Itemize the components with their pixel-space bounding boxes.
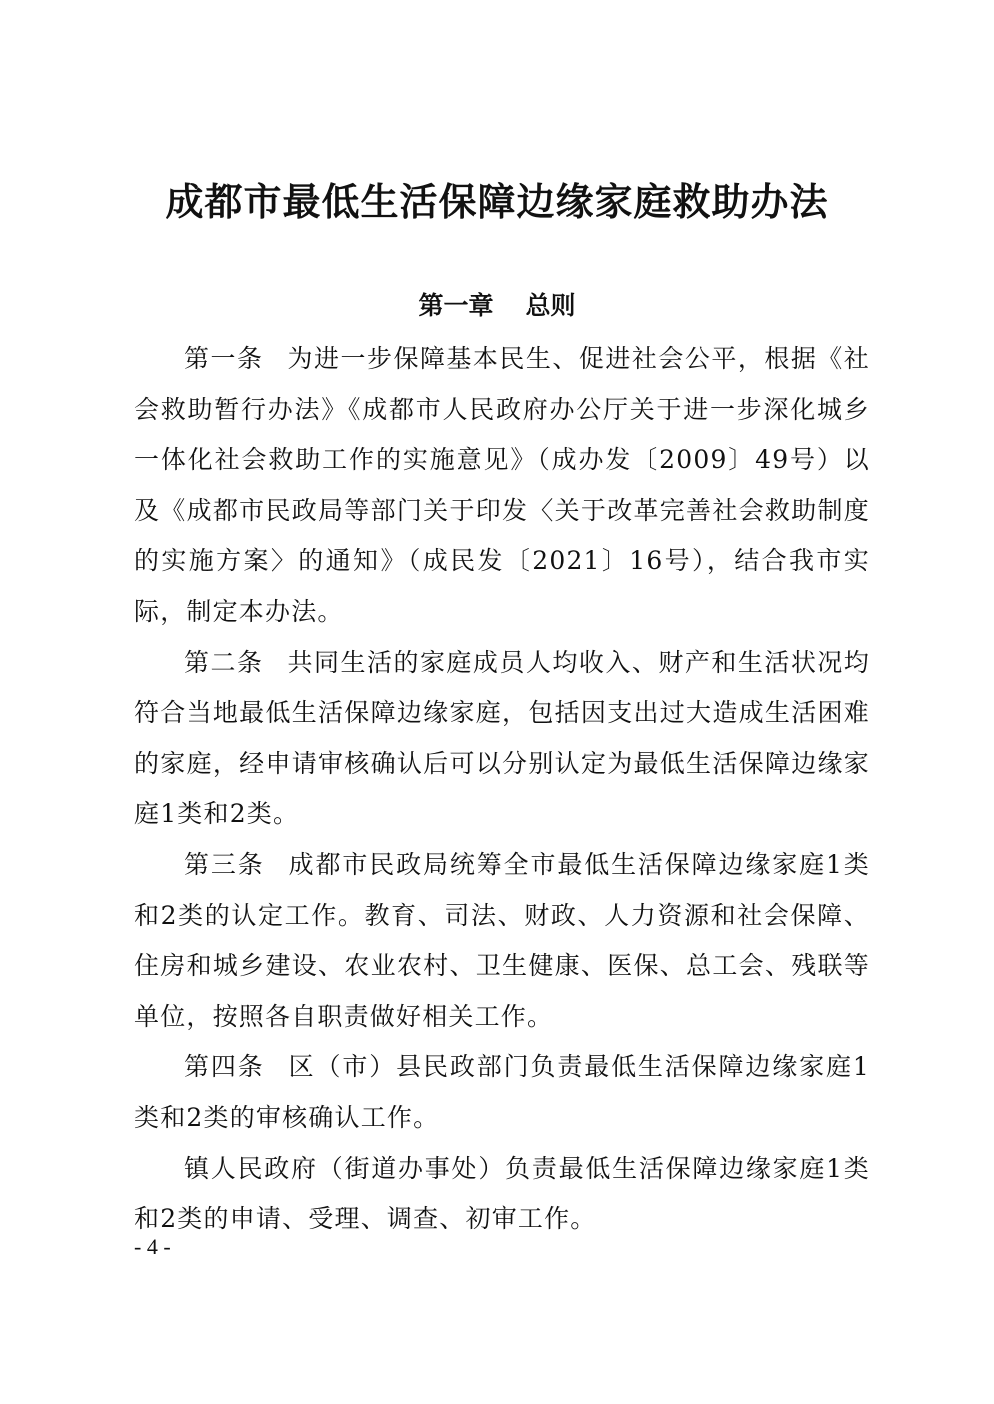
article-paragraph	[134, 840, 870, 1042]
document-title: 成都市最低生活保障边缘家庭救助办法	[165, 180, 829, 224]
article-number: 第三条	[184, 849, 265, 879]
article-text: 为进一步保障基本民生、促进社会公平，根据《社会救助暂行办法》《成都市人民政府办公厅关于进一步深化城乡一体化社会救助工作的实施意见》（成办发〔2009〕49号）以及《成都市民政局等部门关于印发〈关于改革完善社会救助制度的实施方案〉的通知》（成民发〔2021〕16号），结合我市实际，制定本办法。	[134, 344, 870, 626]
article-text: 共同生活的家庭成员人均收入、财产和生活状况均符合当地最低生活保障边缘家庭，包括因支出过大造成生活困难的家庭，经申请审核确认后可以分别认定为最低生活保障边缘家庭1类和2类。	[134, 647, 870, 829]
article-number: 第四条	[184, 1052, 265, 1082]
article-text: 区（市）县民政部门负责最低生活保障边缘家庭1类和2类的审核确认工作。	[134, 1052, 871, 1132]
article-text: 成都市民政局统筹全市最低生活保障边缘家庭1类和2类的认定工作。教育、司法、财政、人力资源和社会保障、住房和城乡建设、农业农村、卫生健康、医保、总工会、残联等单位，按照各自职责做好相关工作。	[134, 849, 871, 1031]
document-body	[134, 334, 870, 1245]
chapter-name: 总则	[525, 291, 576, 320]
article-paragraph	[134, 334, 870, 638]
article-paragraph	[134, 638, 870, 840]
page-number: - 4 -	[134, 1234, 171, 1259]
chapter-number: 第一章	[418, 291, 494, 320]
article-paragraph	[134, 1042, 870, 1143]
paragraph-text: 镇人民政府（街道办事处）负责最低生活保障边缘家庭1类和2类的申请、受理、调查、初审工作。	[134, 1153, 870, 1234]
article-number: 第一条	[184, 344, 264, 373]
article-number: 第二条	[184, 647, 264, 677]
continuation-paragraph	[134, 1144, 870, 1245]
chapter-heading	[0, 286, 994, 326]
